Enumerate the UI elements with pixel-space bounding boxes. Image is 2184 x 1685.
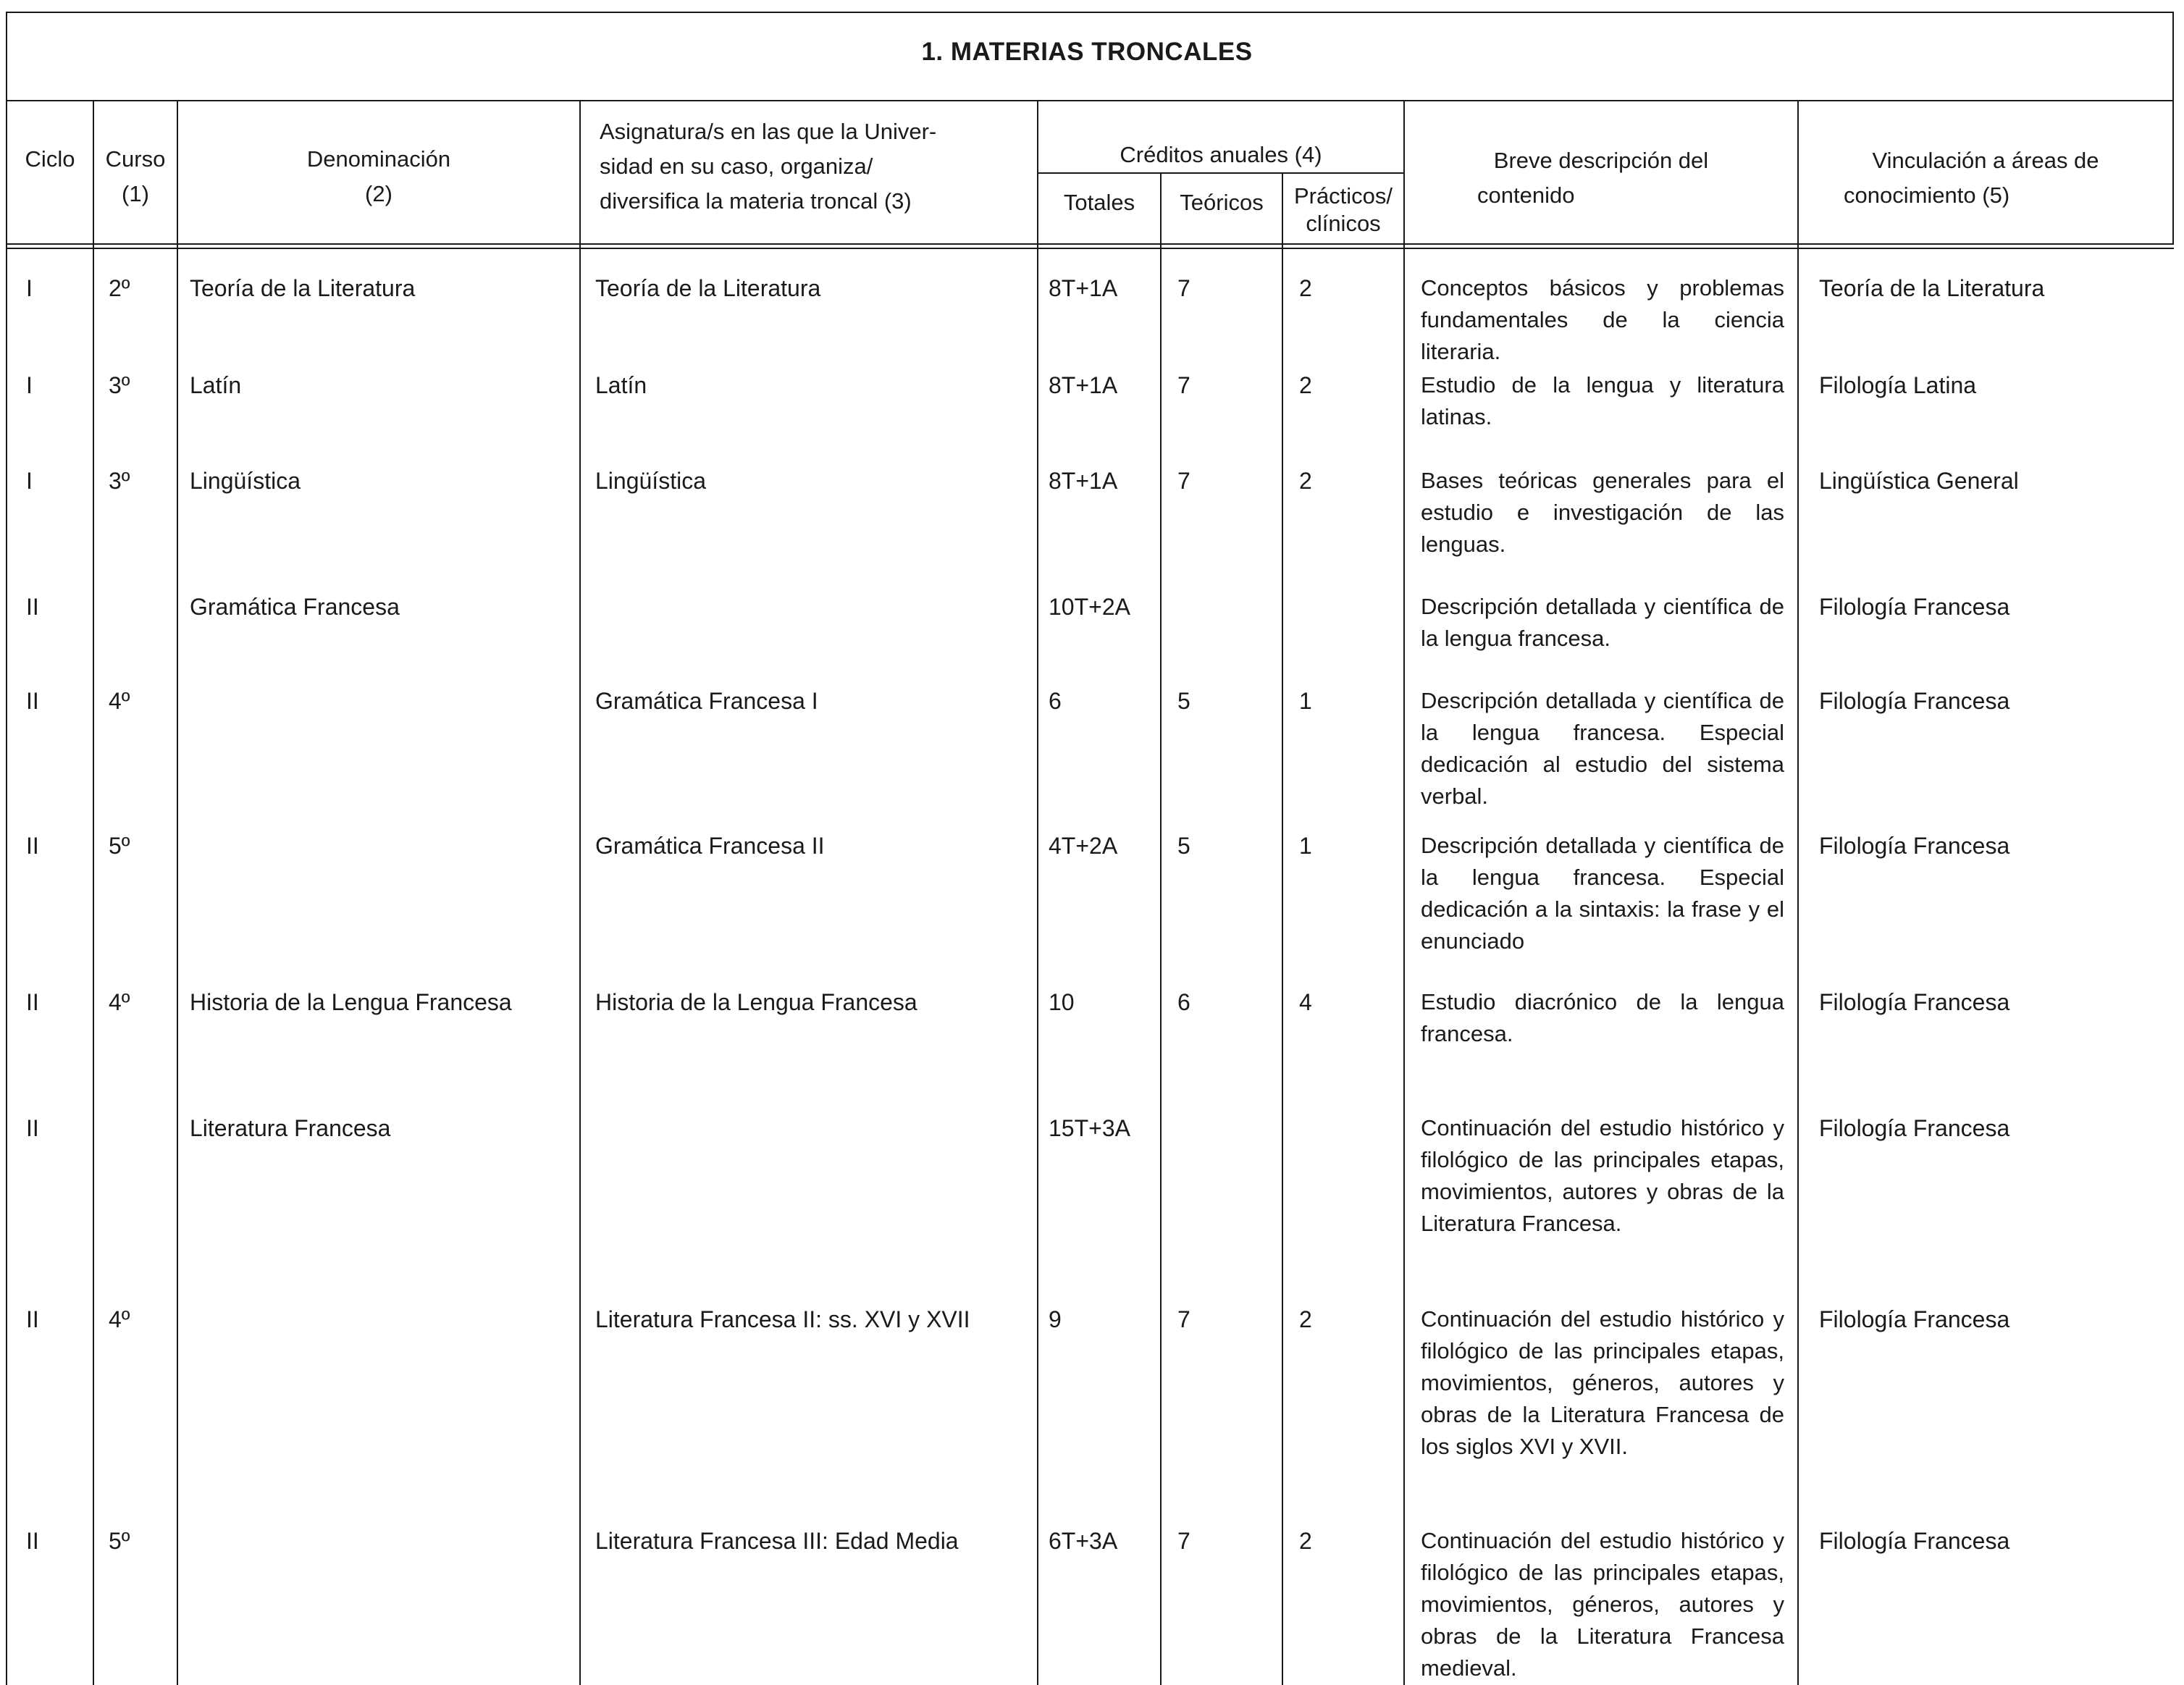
cell-asignatura: Gramática Francesa II (595, 833, 825, 859)
cell-ciclo: II (26, 688, 39, 714)
cell-curso: 4º (109, 688, 130, 714)
cell-vinculacion: Teoría de la Literatura (1819, 275, 2045, 301)
cell-denominacion: Gramática Francesa (190, 594, 400, 620)
header-vinculacion (1799, 143, 2172, 213)
cell-totales: 8T+1A (1049, 372, 1118, 398)
cell-ciclo: II (26, 1528, 39, 1554)
cell-descripcion: Descripción detallada y científica de la lengua francesa. (1421, 594, 1784, 651)
col-rule-descripcion (1797, 100, 1799, 1685)
cell-teoricos: 7 (1177, 468, 1190, 494)
header-practicos-line1: Prácticos/ (1293, 183, 1393, 209)
col-rule-creditos (1403, 100, 1405, 1685)
cell-totales: 6 (1049, 688, 1062, 714)
cell-vinculacion: Filología Francesa (1819, 688, 2010, 714)
header-practicos (1283, 182, 1403, 238)
header-curso-note: (1) (122, 181, 149, 206)
cell-ciclo: II (26, 989, 39, 1015)
header-totales (1038, 185, 1160, 220)
col-rule-ciclo (93, 100, 94, 1685)
cell-vinculacion: Filología Latina (1819, 372, 1977, 398)
cell-asignatura: Historia de la Lengua Francesa (595, 989, 917, 1015)
col-rule-teoricos (1282, 172, 1283, 1685)
cell-denominacion: Historia de la Lengua Francesa (190, 989, 512, 1015)
cell-descripcion: Estudio de la lengua y literatura latinas. (1421, 372, 1784, 429)
cell-ciclo: I (26, 468, 33, 494)
cell-vinculacion: Filología Francesa (1819, 1115, 2010, 1141)
cell-asignatura: Lingüística (595, 468, 706, 494)
header-bottom-rule (6, 243, 2174, 245)
table-title: 1. MATERIAS TRONCALES (921, 38, 1253, 66)
cell-practicos: 2 (1299, 1528, 1312, 1554)
cell-descripcion: Continuación del estudio histórico y filológico de las principales etapas, movimientos, autores y obras de la Literatura Francesa. (1421, 1115, 1784, 1236)
header-vinculacion-line1: Vinculación a áreas de (1872, 148, 2099, 173)
cell-denominacion: Lingüística (190, 468, 301, 494)
cell-asignatura: Teoría de la Literatura (595, 275, 821, 301)
cell-totales: 8T+1A (1049, 468, 1118, 494)
cell-vinculacion: Filología Francesa (1819, 1528, 2010, 1554)
cell-vinculacion: Lingüística General (1819, 468, 2019, 494)
cell-practicos: 1 (1299, 688, 1312, 714)
header-ciclo-label: Ciclo (25, 146, 75, 172)
top-border (6, 12, 2174, 13)
header-ciclo (7, 142, 93, 177)
cell-teoricos: 5 (1177, 688, 1190, 714)
cell-totales: 9 (1049, 1306, 1062, 1332)
cell-asignatura: Literatura Francesa II: ss. XVI y XVII (595, 1306, 970, 1332)
cell-totales: 4T+2A (1049, 833, 1118, 859)
cell-teoricos: 7 (1177, 372, 1190, 398)
cell-practicos: 4 (1299, 989, 1312, 1015)
cell-curso: 4º (109, 1306, 130, 1332)
left-border (6, 12, 7, 1685)
cell-vinculacion: Filología Francesa (1819, 1306, 2010, 1332)
cell-practicos: 2 (1299, 468, 1312, 494)
header-descripcion-line1: Breve descripción del (1493, 148, 1709, 173)
cell-totales: 10 (1049, 989, 1075, 1015)
header-denominacion-note: (2) (365, 181, 392, 206)
col-rule-denominacion (579, 100, 581, 1685)
cell-curso: 2º (109, 275, 130, 301)
cell-curso: 3º (109, 468, 130, 494)
creditos-subheader-divider (1037, 172, 1403, 174)
header-teoricos-label: Teóricos (1180, 190, 1264, 215)
cell-descripcion: Continuación del estudio histórico y filológico de las principales etapas, movimientos, géneros, autores y obras de la Literatura Francesa de los siglos XVI y XVII. (1421, 1306, 1784, 1459)
cell-descripcion: Conceptos básicos y problemas fundamentales de la ciencia literaria. (1421, 275, 1784, 364)
cell-totales: 10T+2A (1049, 594, 1130, 620)
cell-totales: 6T+3A (1049, 1528, 1118, 1554)
cell-vinculacion: Filología Francesa (1819, 833, 2010, 859)
header-asignatura (600, 114, 1034, 219)
header-asignatura-line3: diversifica la materia troncal (3) (600, 188, 912, 214)
cell-teoricos: 5 (1177, 833, 1190, 859)
cell-practicos: 2 (1299, 1306, 1312, 1332)
cell-curso: 3º (109, 372, 130, 398)
cell-totales: 8T+1A (1049, 275, 1118, 301)
cell-totales: 15T+3A (1049, 1115, 1130, 1141)
cell-ciclo: II (26, 1306, 39, 1332)
header-creditos (1038, 138, 1403, 172)
header-descripcion-line2: contenido (1477, 182, 1575, 208)
header-creditos-label: Créditos anuales (4) (1120, 142, 1322, 167)
cell-vinculacion: Filología Francesa (1819, 989, 2010, 1015)
cell-ciclo: I (26, 275, 33, 301)
header-totales-label: Totales (1063, 190, 1135, 215)
cell-curso: 5º (109, 1528, 130, 1554)
cell-descripcion: Continuación del estudio histórico y filológico de las principales etapas, movimientos, géneros, autores y obras de la Literatura Francesa medieval. (1421, 1528, 1784, 1681)
cell-asignatura: Literatura Francesa III: Edad Media (595, 1528, 959, 1554)
cell-teoricos: 7 (1177, 1528, 1190, 1554)
cell-teoricos: 7 (1177, 1306, 1190, 1332)
cell-asignatura: Gramática Francesa I (595, 688, 818, 714)
header-denominacion-label: Denominación (306, 146, 451, 172)
cell-curso: 5º (109, 833, 130, 859)
cell-denominacion: Latín (190, 372, 242, 398)
header-vinculacion-line2: conocimiento (5) (1844, 182, 2010, 208)
cell-descripcion: Descripción detallada y científica de la lengua francesa. Especial dedicación al estudio del sistema verbal. (1421, 688, 1784, 809)
header-bottom-rule-2 (6, 248, 2174, 249)
header-denominacion (178, 142, 579, 211)
header-curso-label: Curso (105, 146, 166, 172)
col-rule-asignatura (1037, 100, 1038, 1685)
col-rule-curso (177, 100, 178, 1685)
header-asignatura-line1: Asignatura/s en las que la Univer- (600, 119, 937, 144)
cell-ciclo: II (26, 594, 39, 620)
cell-practicos: 1 (1299, 833, 1312, 859)
cell-denominacion: Teoría de la Literatura (190, 275, 416, 301)
cell-teoricos: 6 (1177, 989, 1190, 1015)
header-practicos-line2: clínicos (1306, 211, 1381, 236)
cell-denominacion: Literatura Francesa (190, 1115, 391, 1141)
cell-asignatura: Latín (595, 372, 647, 398)
col-rule-totales (1160, 172, 1162, 1685)
header-descripcion (1405, 143, 1797, 213)
header-teoricos (1162, 185, 1282, 220)
cell-practicos: 2 (1299, 275, 1312, 301)
cell-descripcion: Bases teóricas generales para el estudio e investigación de las lenguas. (1421, 468, 1784, 557)
cell-ciclo: II (26, 833, 39, 859)
header-asignatura-line2: sidad en su caso, organiza/ (600, 154, 873, 179)
header-curso (94, 142, 177, 211)
cell-descripcion: Descripción detallada y científica de la lengua francesa. Especial dedicación a la sintaxis: la frase y el enunciado (1421, 833, 1784, 954)
cell-curso: 4º (109, 989, 130, 1015)
cell-vinculacion: Filología Francesa (1819, 594, 2010, 620)
cell-ciclo: II (26, 1115, 39, 1141)
cell-descripcion: Estudio diacrónico de la lengua francesa. (1421, 989, 1784, 1046)
cell-ciclo: I (26, 372, 33, 398)
cell-teoricos: 7 (1177, 275, 1190, 301)
title-divider (6, 100, 2174, 101)
cell-practicos: 2 (1299, 372, 1312, 398)
